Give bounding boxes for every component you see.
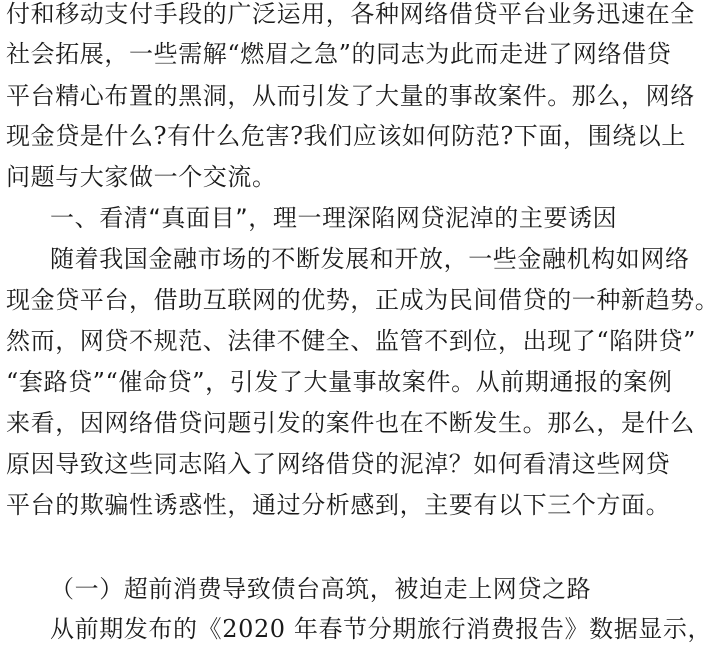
paragraph-line: 平台精心布置的黑洞，从而引发了大量的事故案件。那么，网络 [6, 82, 695, 110]
subsection-heading: （一）超前消费导致债台高筑，被迫走上网贷之路 [50, 575, 592, 603]
paragraph-line: 然而，网贷不规范、法律不健全、监管不到位，出现了“陷阱贷” [6, 327, 696, 355]
paragraph-line: 现金贷是什么?有什么危害?我们应该如何防范?下面，围绕以上 [6, 122, 686, 150]
paragraph-line: 随着我国金融市场的不断发展和开放，一些金融机构如网络 [50, 245, 690, 273]
section-heading: 一、看清“真面目”，理一理深陷网贷泥淖的主要诱因 [50, 204, 618, 232]
paragraph-line: 现金贷平台，借助互联网的优势，正成为民间借贷的一种新趋势。 [6, 286, 719, 314]
paragraph-line: 平台的欺骗性诱惑性，通过分析感到，主要有以下三个方面。 [6, 491, 671, 519]
paragraph-line: 来看，因网络借贷问题引发的案件也在不断发生。那么，是什么 [6, 409, 695, 437]
paragraph-line: 社会拓展，一些需解“燃眉之急”的同志为此而走进了网络借贷 [6, 40, 672, 68]
paragraph-line: 原因导致这些同志陷入了网络借贷的泥淖？如何看清这些网贷 [6, 450, 671, 478]
paragraph-line: 付和移动支付手段的广泛运用，各种网络借贷平台业务迅速在全 [6, 0, 695, 28]
paragraph-line: 问题与大家做一个交流。 [6, 163, 277, 191]
paragraph-line: 从前期发布的《2020 年春节分期旅行消费报告》数据显示， [50, 615, 713, 643]
paragraph-line: “套路贷”“催命贷”，引发了大量事故案件。从前期通报的案例 [6, 368, 673, 396]
